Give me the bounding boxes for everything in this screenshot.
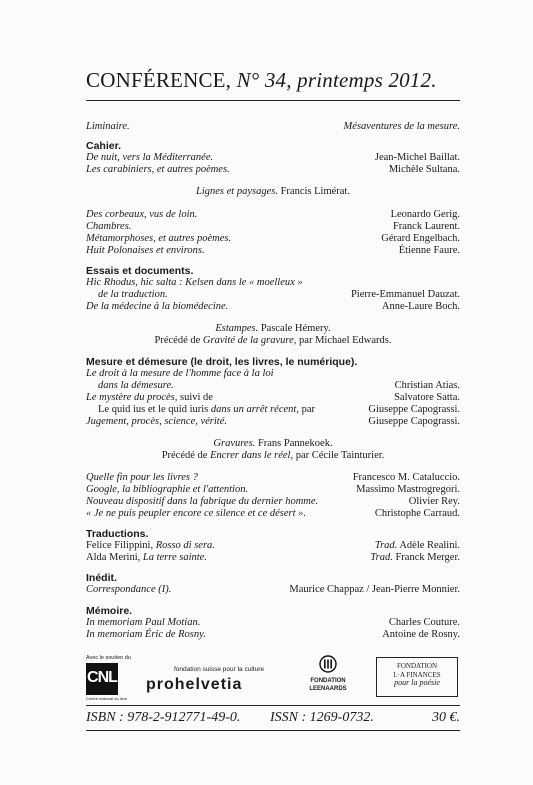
- toc-row: [86, 540, 460, 552]
- footer-rule-top: [86, 705, 460, 706]
- leenaards-logo: [298, 677, 358, 693]
- toc-row: [86, 301, 460, 313]
- prohelvetia-logo: prohelvetia: [146, 676, 243, 693]
- entry-title-part: Le mystère du procès,: [86, 392, 178, 403]
- toc-row: [86, 289, 460, 301]
- toc-row: [86, 552, 460, 564]
- lignes-line: [86, 186, 460, 198]
- entry-translator: [375, 540, 460, 552]
- preceded-label: Précédé de: [161, 450, 208, 461]
- sponsor-logos: [86, 655, 460, 703]
- issn: ISSN : 1269-0732.: [270, 710, 374, 725]
- entry-title-part: Le quid ius et le quid iuris: [98, 404, 209, 415]
- entry-author: Olivier Rey.: [408, 496, 460, 507]
- toc-row: [86, 629, 460, 641]
- entry-title: [86, 552, 207, 564]
- intro-row: [86, 121, 460, 133]
- journal-title: [86, 68, 460, 93]
- lf-line: L·A FINANCES: [393, 670, 441, 679]
- entry-author: Charles Couture.: [388, 617, 460, 628]
- toc-row: [86, 484, 460, 496]
- mesure-heading: Mesure et démesure (le droit, les livres, le numérique).: [86, 356, 358, 368]
- gravures-line: [86, 438, 460, 450]
- footer-identifiers: [86, 710, 460, 726]
- entry-title: In memoriam Éric de Rosny.: [86, 629, 206, 640]
- entry-author: Jean-Michel Baillat.: [374, 152, 460, 163]
- estampes-work: Gravité de la gravure,: [202, 335, 297, 346]
- toc-row: [86, 380, 460, 392]
- toc-row: [86, 164, 460, 176]
- gravures-label: Gravures.: [213, 438, 256, 449]
- memoire-heading: Mémoire.: [86, 605, 133, 617]
- entry-title: In memoriam Paul Motian.: [86, 617, 201, 628]
- entry-title: Des corbeaux, vus de loin.: [86, 209, 198, 220]
- isbn: ISBN : 978-2-912771-49-0.: [86, 710, 241, 725]
- journal-name: CONFÉRENCE,: [86, 68, 232, 92]
- entry-title: Métamorphoses, et autres poèmes.: [86, 233, 232, 244]
- cnl-caption: Avec le soutien du: [86, 655, 131, 661]
- entry-connector: par: [301, 404, 315, 415]
- entry-connector: suivi de: [180, 392, 213, 403]
- estampes-author: Pascale Hémery.: [260, 323, 331, 334]
- entry-author: Massimo Mastrogregori.: [356, 484, 460, 495]
- traductions-heading: Traductions.: [86, 528, 149, 540]
- entry-author: Giuseppe Capograssi.: [368, 404, 460, 415]
- entry-title: De la médecine à la biomédecine.: [86, 301, 229, 312]
- toc-row: [86, 152, 460, 164]
- lignes-author: Francis Limérat.: [280, 186, 350, 197]
- entry-author: Salvatore Satta.: [394, 392, 460, 403]
- cahier-heading: Cahier.: [86, 140, 122, 152]
- inedit-heading: Inédit.: [86, 572, 117, 584]
- entry-author: Christophe Carraud.: [374, 508, 460, 519]
- entry-author: Francesco M. Cataluccio.: [352, 472, 460, 483]
- entry-title: Jugement, procès, science, vérité.: [86, 416, 228, 427]
- issue-season: printemps 2012.: [297, 68, 437, 92]
- entry-title: dans la démesure.: [98, 380, 174, 391]
- lignes-row: [86, 186, 460, 198]
- entry-title: Correspondance (I).: [86, 584, 172, 595]
- price: 30 €.: [432, 710, 460, 725]
- cnl-subtitle: Centre national du livre: [86, 696, 128, 701]
- estampes-sub-row: [86, 335, 460, 347]
- estampes-label: Estampes.: [215, 323, 259, 334]
- toc-row: [86, 392, 460, 404]
- gravures-author: Frans Pannekoek.: [257, 438, 333, 449]
- entry-work: La terre sainte.: [142, 552, 207, 563]
- entry-author: Michèle Sultana.: [388, 164, 460, 175]
- lignes-label: Lignes et paysages.: [196, 186, 278, 197]
- entry-title: Google, la bibliographie et l'attention.: [86, 484, 249, 495]
- translator-name: Adèle Realini.: [399, 540, 460, 551]
- prohelvetia-caption: fondation suisse pour la culture: [174, 666, 264, 673]
- entry-translator: [370, 552, 460, 564]
- entry-author-name: Alda Merini,: [86, 552, 141, 563]
- trad-label: Trad.: [374, 540, 398, 551]
- gravures-row: [86, 438, 460, 450]
- entry-title: Le droit à la mesure de l'homme face à la loi: [86, 368, 274, 379]
- entry-title: « Je ne puis peupler encore ce silence et ce désert ».: [86, 508, 307, 519]
- translator-name: Franck Merger.: [395, 552, 460, 563]
- entry-author: Anne-Laure Boch.: [381, 301, 460, 312]
- toc-row: [86, 277, 460, 289]
- entry-work: Rosso di sera.: [155, 540, 215, 551]
- lf-line: FONDATION: [396, 662, 438, 670]
- gravures-by: par Cécile Tainturier.: [295, 450, 385, 461]
- toc-row: [86, 245, 460, 257]
- entry-author: Gérard Engelbach.: [381, 233, 460, 244]
- toc-row: [86, 584, 460, 596]
- gravures-work: Encrer dans le réel,: [210, 450, 294, 461]
- toc-row: [86, 209, 460, 221]
- liminaire: Liminaire.: [86, 121, 130, 132]
- entry-author: Maurice Chappaz / Jean-Pierre Monnier.: [289, 584, 460, 595]
- estampes-by: par Michael Edwards.: [299, 335, 392, 346]
- toc-row: [86, 472, 460, 484]
- mesaventures: Mésaventures de la mesure.: [343, 121, 460, 132]
- entry-title: [86, 404, 315, 416]
- entry-author-name: Felice Filippini,: [86, 540, 154, 551]
- entry-author: Christian Atias.: [394, 380, 460, 391]
- leenaards-line: LEENAARDS: [309, 686, 347, 692]
- toc-row: [86, 496, 460, 508]
- leenaards-line: FONDATION: [310, 678, 346, 684]
- toc-row: [86, 404, 460, 416]
- entry-author: Franck Laurent.: [392, 221, 460, 232]
- entry-title: Chambres.: [86, 221, 132, 232]
- cnl-logo: CNL: [86, 663, 118, 695]
- entry-title: [86, 392, 213, 404]
- estampes-row: [86, 323, 460, 335]
- entry-title: Quelle fin pour les livres ?: [86, 472, 198, 483]
- entry-title: Nouveau dispositif dans la fabrique du dernier homme.: [86, 496, 319, 507]
- entry-title: Huit Polonaises et environs.: [86, 245, 205, 256]
- entry-title: [86, 540, 215, 552]
- toc-row: [86, 617, 460, 629]
- entry-title: De nuit, vers la Méditerranée.: [86, 152, 214, 163]
- toc-row: [86, 416, 460, 428]
- toc-row: [86, 221, 460, 233]
- estampes-sub: [86, 335, 460, 347]
- issue-number: N° 34,: [236, 68, 292, 92]
- entry-author: Étienne Faure.: [398, 245, 460, 256]
- entry-author: Giuseppe Capograssi.: [368, 416, 460, 427]
- entry-author: Leonardo Gerig.: [390, 209, 460, 220]
- entry-title-part: dans un arrêt récent,: [210, 404, 299, 415]
- entry-title: de la traduction.: [98, 289, 168, 300]
- entry-title: Les carabiniers, et autres poèmes.: [86, 164, 230, 175]
- essais-heading: Essais et documents.: [86, 265, 194, 277]
- gravures-sub-row: [86, 450, 460, 462]
- toc-row: [86, 233, 460, 245]
- footer-rule-bottom: [86, 730, 460, 731]
- estampes-line: [86, 323, 460, 335]
- entry-title: Hic Rhodus, hic salta : Kelsen dans le « moelleux »: [86, 277, 303, 288]
- preceded-label: Précédé de: [154, 335, 201, 346]
- toc-row: [86, 508, 460, 520]
- entry-author: Pierre-Emmanuel Dauzat.: [350, 289, 460, 300]
- entry-author: Antoine de Rosny.: [382, 629, 460, 640]
- gravures-sub: [86, 450, 460, 462]
- lf-line: pour la poésie: [394, 678, 440, 687]
- la-finances-logo: [376, 657, 458, 697]
- title-rule: [86, 100, 460, 101]
- trad-label: Trad.: [370, 552, 393, 563]
- leenaards-emblem-icon: [319, 655, 337, 673]
- toc-row: [86, 368, 460, 380]
